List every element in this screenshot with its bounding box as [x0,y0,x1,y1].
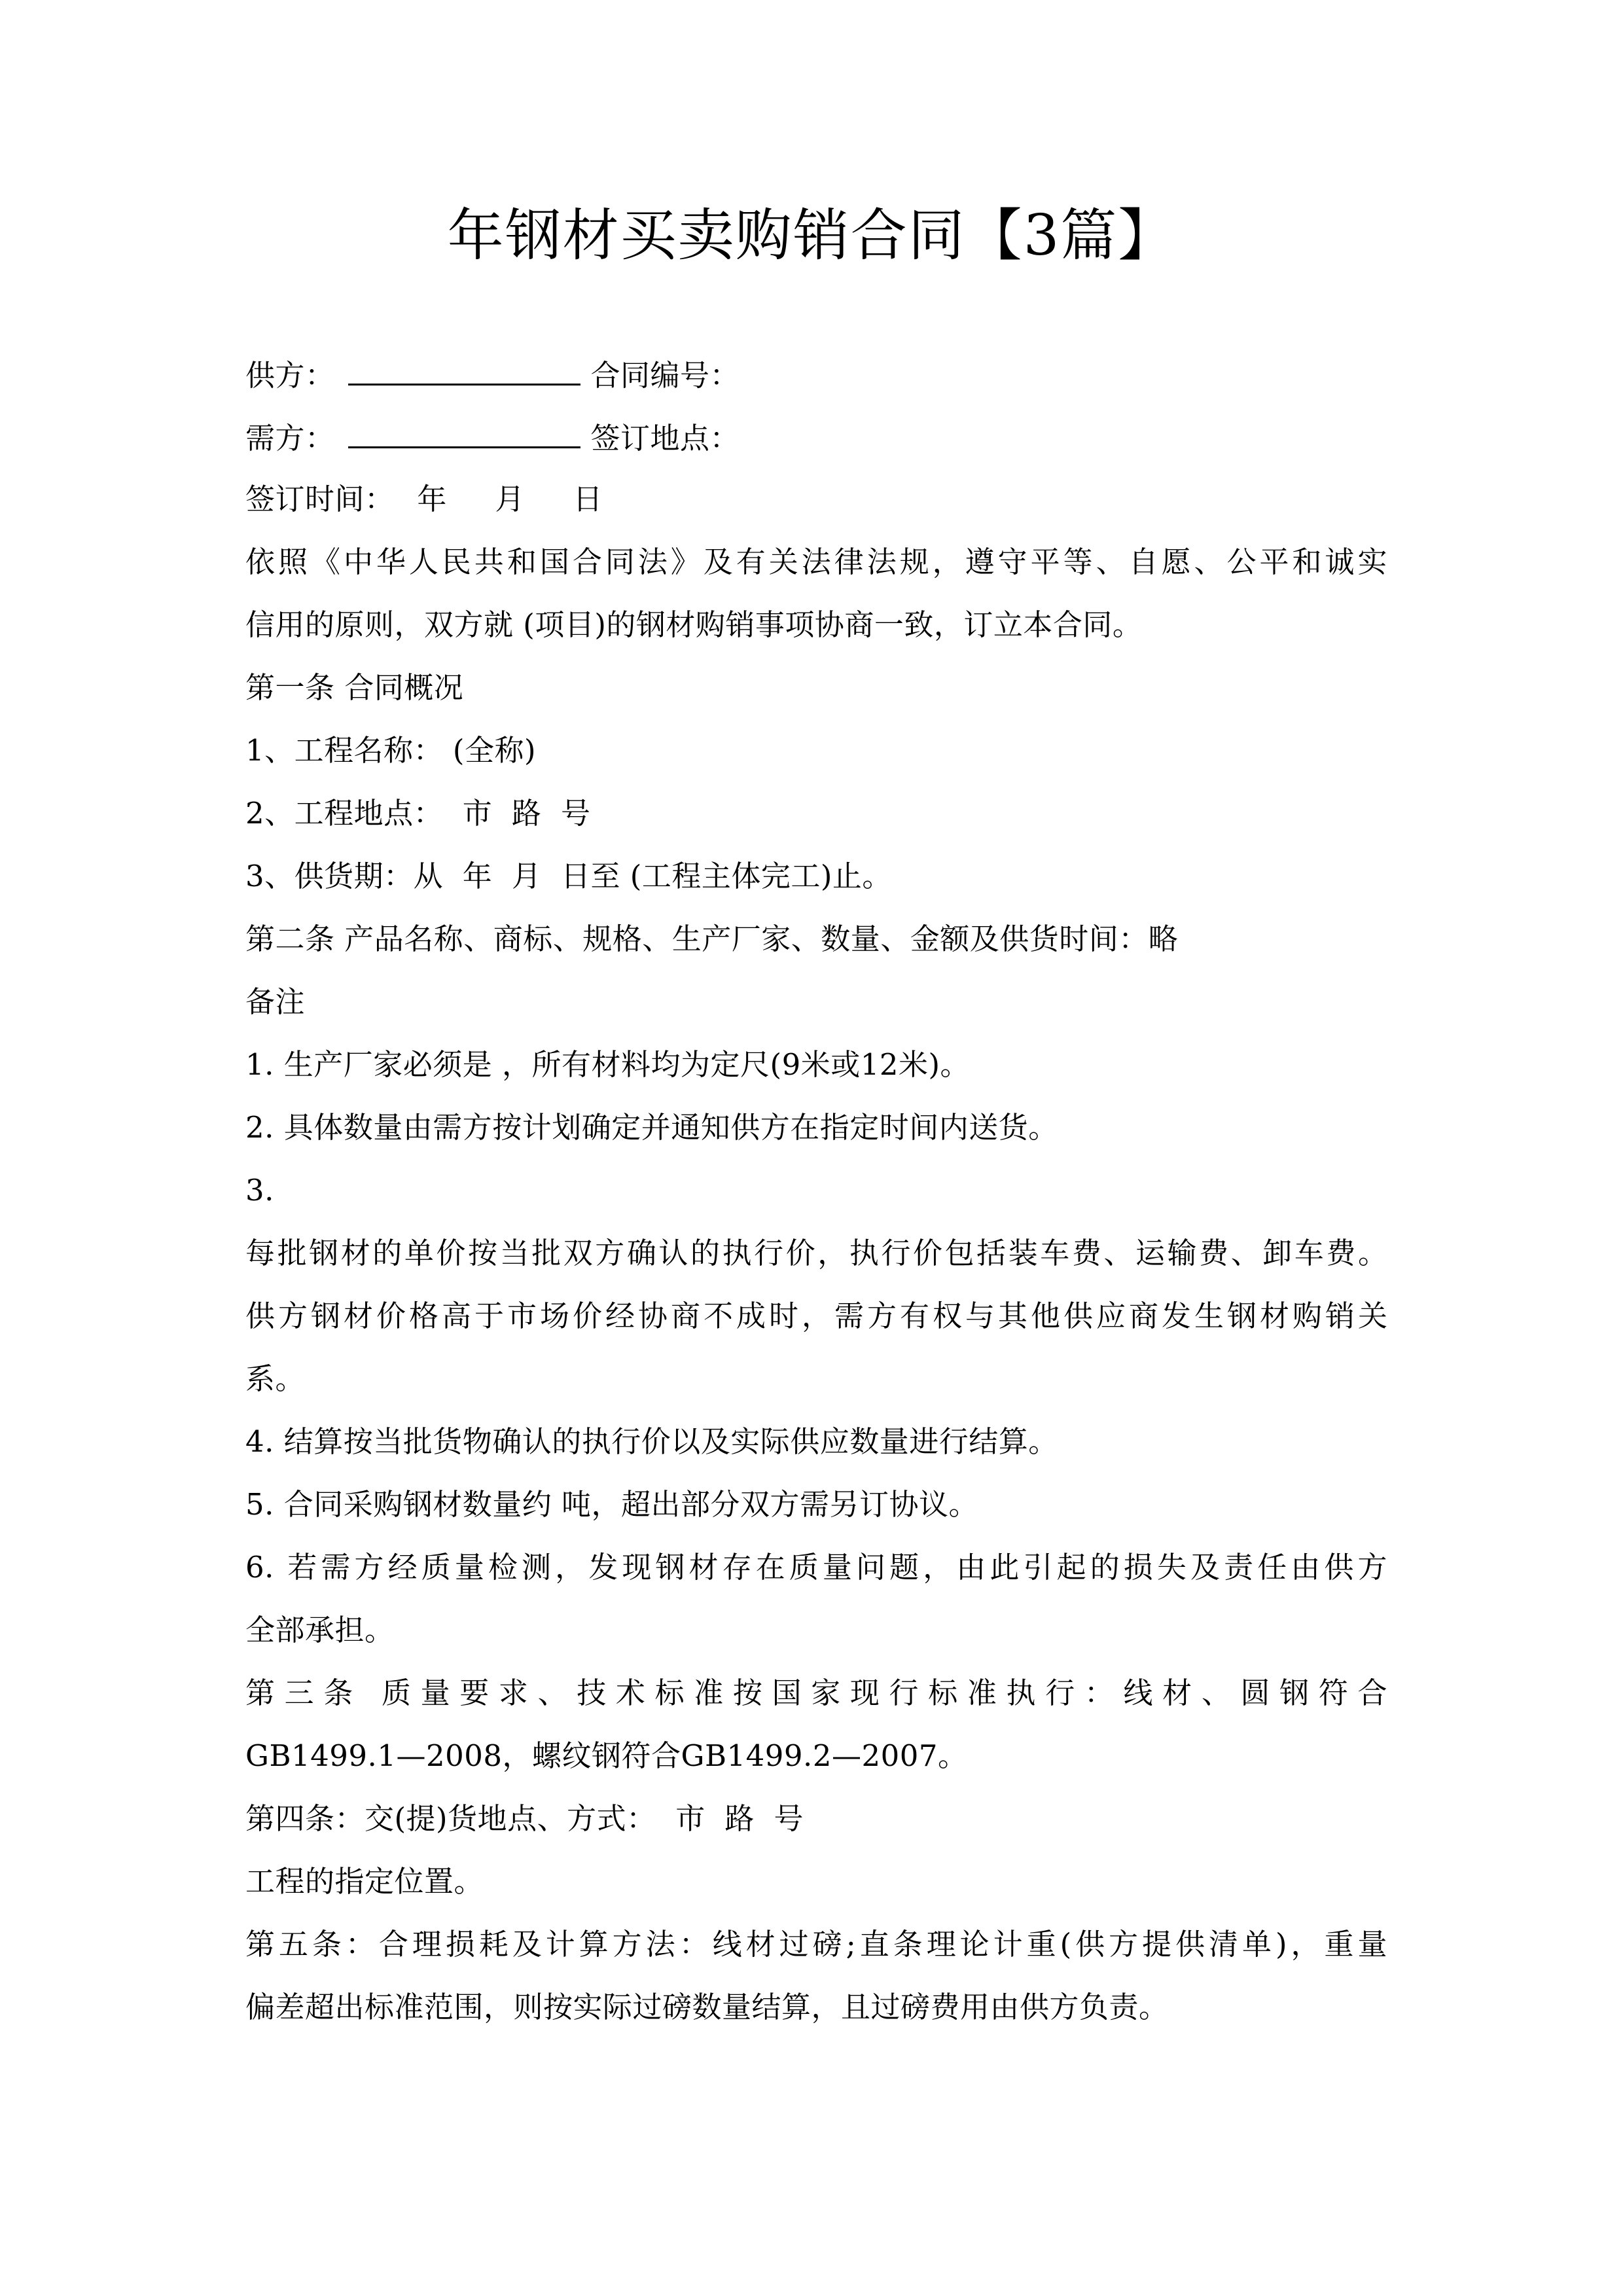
remarks-heading: 备注 [245,984,306,1019]
supplier-label: 供方： [245,358,335,393]
buyer-blank-line [348,422,580,448]
paragraph-line: 系。 [245,1361,306,1396]
article-3-heading: 第三条 质量要求、技术标准按国家现行标准执行：线材、圆钢符合 [245,1676,1387,1710]
supplier-blank-line [348,359,580,386]
article-2-heading: 第二条 产品名称、商标、规格、生产厂家、数量、金额及供货时间：略 [245,922,1179,956]
paragraph-line: 偏差超出标准范围，则按实际过磅数量结算，且过磅费用由供方负责。 [245,1990,1169,2024]
paragraph-line: 供方钢材价格高于市场价经协商不成时，需方有权与其他供应商发生钢材购销关 [245,1299,1387,1333]
document-body [245,359,1387,2055]
sign-place-label: 签订地点： [590,421,740,456]
paragraph-line: 每批钢材的单价按当批双方确认的执行价，执行价包括装车费、运输费、卸车费。 [245,1236,1387,1270]
paragraph-line: 2. 具体数量由需方按计划确定并通知供方在指定时间内送货。 [245,1110,1058,1145]
contract-number-label: 合同编号： [590,358,740,393]
article-1-heading: 第一条 合同概况 [245,670,464,705]
paragraph-line: 全部承担。 [245,1613,395,1647]
paragraph-line: 6. 若需方经质量检测，发现钢材存在质量问题，由此引起的损失及责任由供方 [245,1550,1387,1585]
paragraph-line: GB1499.1—2008，螺纹钢符合GB1499.2—2007。 [245,1738,968,1773]
paragraph-line: 依照《中华人民共和国合同法》及有关法律法规，遵守平等、自愿、公平和诚实 [245,545,1387,579]
buyer-field-row [245,421,1387,456]
supplier-field-row [245,358,1387,393]
buyer-label: 需方： [245,421,335,456]
paragraph-line: 4. 结算按当批货物确认的执行价以及实际供应数量进行结算。 [245,1424,1058,1459]
sign-time-value: 年 月 日 [417,482,603,516]
article-4-heading: 第四条：交(提)货地点、方式： 市 路 号 [245,1801,804,1836]
paragraph-line: 3、供货期：从 年 月 日至 (工程主体完工)止。 [245,859,892,893]
paragraph-line: 2、工程地点： 市 路 号 [245,796,591,831]
paragraph-line: 1、工程名称： (全称) [245,733,537,768]
article-5-heading: 第五条：合理损耗及计算方法：线材过磅;直条理论计重(供方提供清单)，重量 [245,1927,1387,1962]
paragraph-line: 工程的指定位置。 [245,1864,484,1899]
sign-time-row [245,484,1387,514]
paragraph-line: 1. 生产厂家必须是 ，所有材料均为定尺(9米或12米)。 [245,1047,971,1082]
sign-time-label: 签订时间： [245,482,395,516]
paragraph-line: 信用的原则，双方就 (项目)的钢材购销事项协商一致，订立本合同。 [245,607,1143,642]
paragraph-line: 3. [245,1173,274,1208]
document-title: 年钢材买卖购销合同【3篇】 [447,203,1176,268]
paragraph-line: 5. 合同采购钢材数量约 吨，超出部分双方需另订协议。 [245,1487,979,1522]
